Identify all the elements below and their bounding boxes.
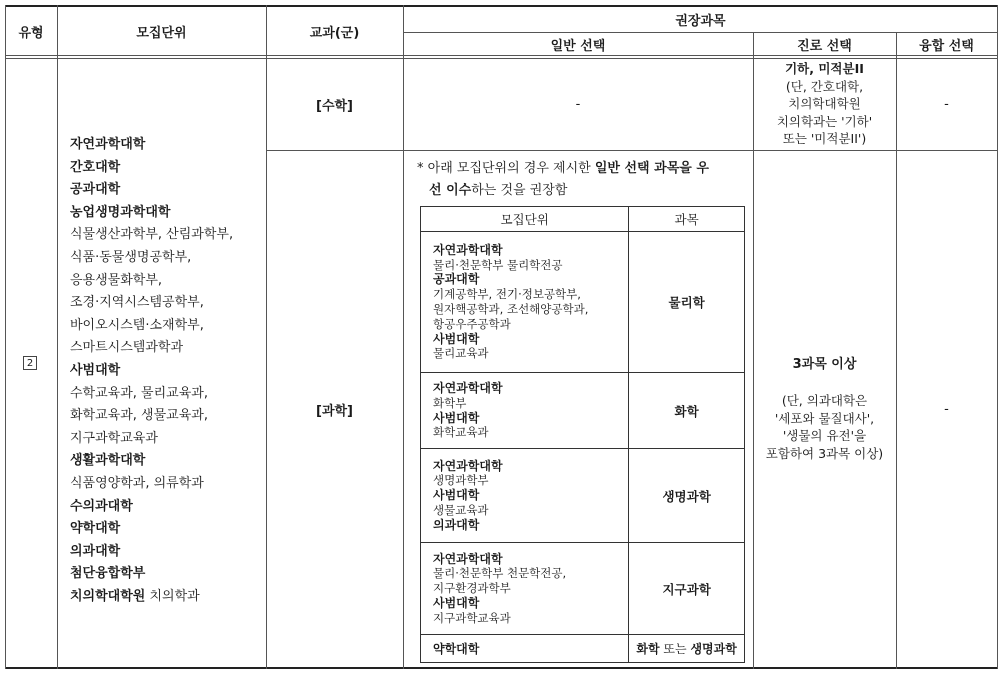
- unit-item: 간호대학: [70, 159, 121, 175]
- science-career: [753, 353, 896, 462]
- unit-item: 사범대학: [70, 362, 121, 378]
- inner-line: 공과대학: [433, 272, 480, 287]
- header-general: 일반 선택: [550, 38, 606, 54]
- inner-line: 원자핵공학과, 조선해양공학과,: [433, 302, 589, 316]
- inner-row: [421, 543, 745, 635]
- unit-item: 스마트시스템과학과: [70, 340, 184, 356]
- science-career-note: 포함하여 3과목 이상): [765, 445, 884, 461]
- unit-item: 수의과대학: [70, 498, 133, 514]
- unit-item: 첨단융합학부: [70, 566, 146, 582]
- inner-line: 생명과학부: [433, 473, 489, 488]
- unit-item: 식품·동물생명공학부,: [70, 249, 192, 265]
- note-pre: * 아래 모집단위의 경우 제시한: [417, 161, 595, 176]
- inner-line: 자연과학대학: [433, 551, 503, 566]
- inner-row-subject: 물리학: [629, 232, 745, 373]
- unit-item: 생활과학대학: [70, 453, 146, 469]
- header-recommended: 권장과목: [675, 13, 726, 29]
- inner-line: 물리·천문학부 물리학전공: [433, 257, 563, 272]
- header-type: 유형: [18, 25, 44, 41]
- inner-row-subject: 생명과학: [629, 449, 745, 543]
- inner-line: 자연과학대학: [433, 458, 503, 473]
- inner-header-unit: 모집단위: [421, 207, 629, 232]
- inner-row: [421, 232, 745, 373]
- math-career-note: 치의학대학원: [788, 96, 861, 111]
- inner-line: 사범대학: [433, 331, 480, 346]
- inner-line: 자연과학대학: [433, 380, 503, 395]
- inner-line: 생물교육과: [433, 502, 489, 517]
- inner-row-units: 약학대학: [421, 635, 629, 663]
- table-bottom-border: [5, 667, 998, 669]
- unit-item: 화학교육과, 생물교육과,: [70, 408, 208, 424]
- inner-row-subject: [629, 635, 745, 663]
- inner-line: 지구과학교육과: [433, 610, 511, 625]
- inner-subject-a: 화학: [636, 642, 660, 656]
- col-border-left: [5, 5, 6, 669]
- inner-table: [420, 206, 745, 663]
- inner-line: 사범대학: [433, 410, 480, 425]
- unit-list: [70, 134, 266, 608]
- inner-line: 기계공학부, 전기·정보공학부,: [433, 287, 581, 302]
- header-subject: 교과(군): [309, 25, 360, 41]
- math-fusion: -: [944, 97, 949, 112]
- science-subject: [과학]: [316, 403, 353, 419]
- inner-line: 의과대학: [433, 517, 480, 532]
- unit-item: 약학대학: [70, 521, 121, 537]
- inner-row: [421, 373, 745, 449]
- unit-item: 식물생산과학부, 산림과학부,: [70, 227, 234, 243]
- inner-row-units: [421, 449, 629, 543]
- header-unit: 모집단위: [136, 25, 187, 41]
- inner-header-subject: 과목: [629, 207, 745, 232]
- science-career-note: (단, 의과대학은: [781, 393, 868, 408]
- unit-item-last-rest: 치의학과: [145, 588, 200, 604]
- header-fusion: 융합 선택: [919, 38, 974, 54]
- inner-line: 사범대학: [433, 595, 480, 610]
- inner-row: [421, 449, 745, 543]
- science-career-note: '생물의 유전'을: [782, 428, 867, 443]
- unit-item: 식품영양학과, 의류학과: [70, 475, 204, 491]
- unit-item: 공과대학: [70, 182, 121, 198]
- unit-item: 수학교육과, 물리교육과,: [70, 385, 208, 401]
- unit-item: 지구과학교육과: [70, 430, 158, 446]
- note-post: 하는 것을 권장함: [471, 183, 568, 198]
- inner-line: 물리·천문학부 천문학전공,: [433, 566, 567, 581]
- unit-item: 조경·지역시스템공학부,: [70, 295, 204, 311]
- inner-row-subject: 지구과학: [629, 543, 745, 635]
- inner-row-units: [421, 543, 629, 635]
- inner-row-subject: 화학: [629, 373, 745, 449]
- inner-row-units: [421, 373, 629, 449]
- col-border-type: [57, 5, 58, 669]
- inner-line: 물리교육과: [433, 346, 489, 361]
- inner-row: [421, 635, 745, 663]
- inner-line: 사범대학: [433, 488, 480, 503]
- science-fusion: -: [944, 401, 949, 417]
- inner-row-units: [421, 232, 629, 373]
- math-general: -: [575, 97, 581, 112]
- inner-subject-or: 또는: [659, 642, 691, 656]
- inner-subject-b: 생명과학: [690, 642, 737, 656]
- unit-item-last-bold: 치의학대학원: [70, 588, 146, 604]
- type-mark-box: [23, 356, 37, 370]
- type-mark: 2: [26, 357, 34, 369]
- header-career: 진로 선택: [797, 38, 852, 54]
- math-career: [753, 60, 896, 148]
- science-note: [417, 158, 747, 202]
- math-career-note: 치의학과는 '기하': [776, 113, 873, 129]
- math-career-main: 기하, 미적분II: [785, 61, 864, 76]
- unit-item-last: [70, 586, 266, 609]
- note-bold-2: 선 이수: [429, 183, 472, 198]
- unit-item: 바이오시스템·소재학부,: [70, 317, 204, 333]
- unit-item: 자연과학대학: [70, 137, 146, 152]
- unit-item: 응용생물화학부,: [70, 272, 163, 288]
- inner-line: 지구환경과학부: [433, 581, 511, 596]
- inner-line: 항공우주공학과: [433, 316, 511, 331]
- science-career-note: '세포와 물질대사',: [774, 410, 875, 426]
- science-career-main: 3과목 이상: [792, 357, 857, 372]
- math-career-note: 또는 '미적분II'): [782, 131, 867, 146]
- note-bold-1: 일반 선택 과목을 우: [594, 161, 709, 176]
- inner-line: 화학부: [433, 395, 467, 410]
- inner-line: 자연과학대학: [433, 242, 503, 257]
- inner-line: 화학교육과: [433, 425, 489, 440]
- col-border-right: [997, 5, 998, 669]
- math-subject: [수학]: [316, 99, 353, 114]
- unit-item: 농업생명과학대학: [70, 204, 171, 220]
- unit-item: 의과대학: [70, 543, 121, 559]
- math-career-note: (단, 간호대학,: [785, 78, 864, 94]
